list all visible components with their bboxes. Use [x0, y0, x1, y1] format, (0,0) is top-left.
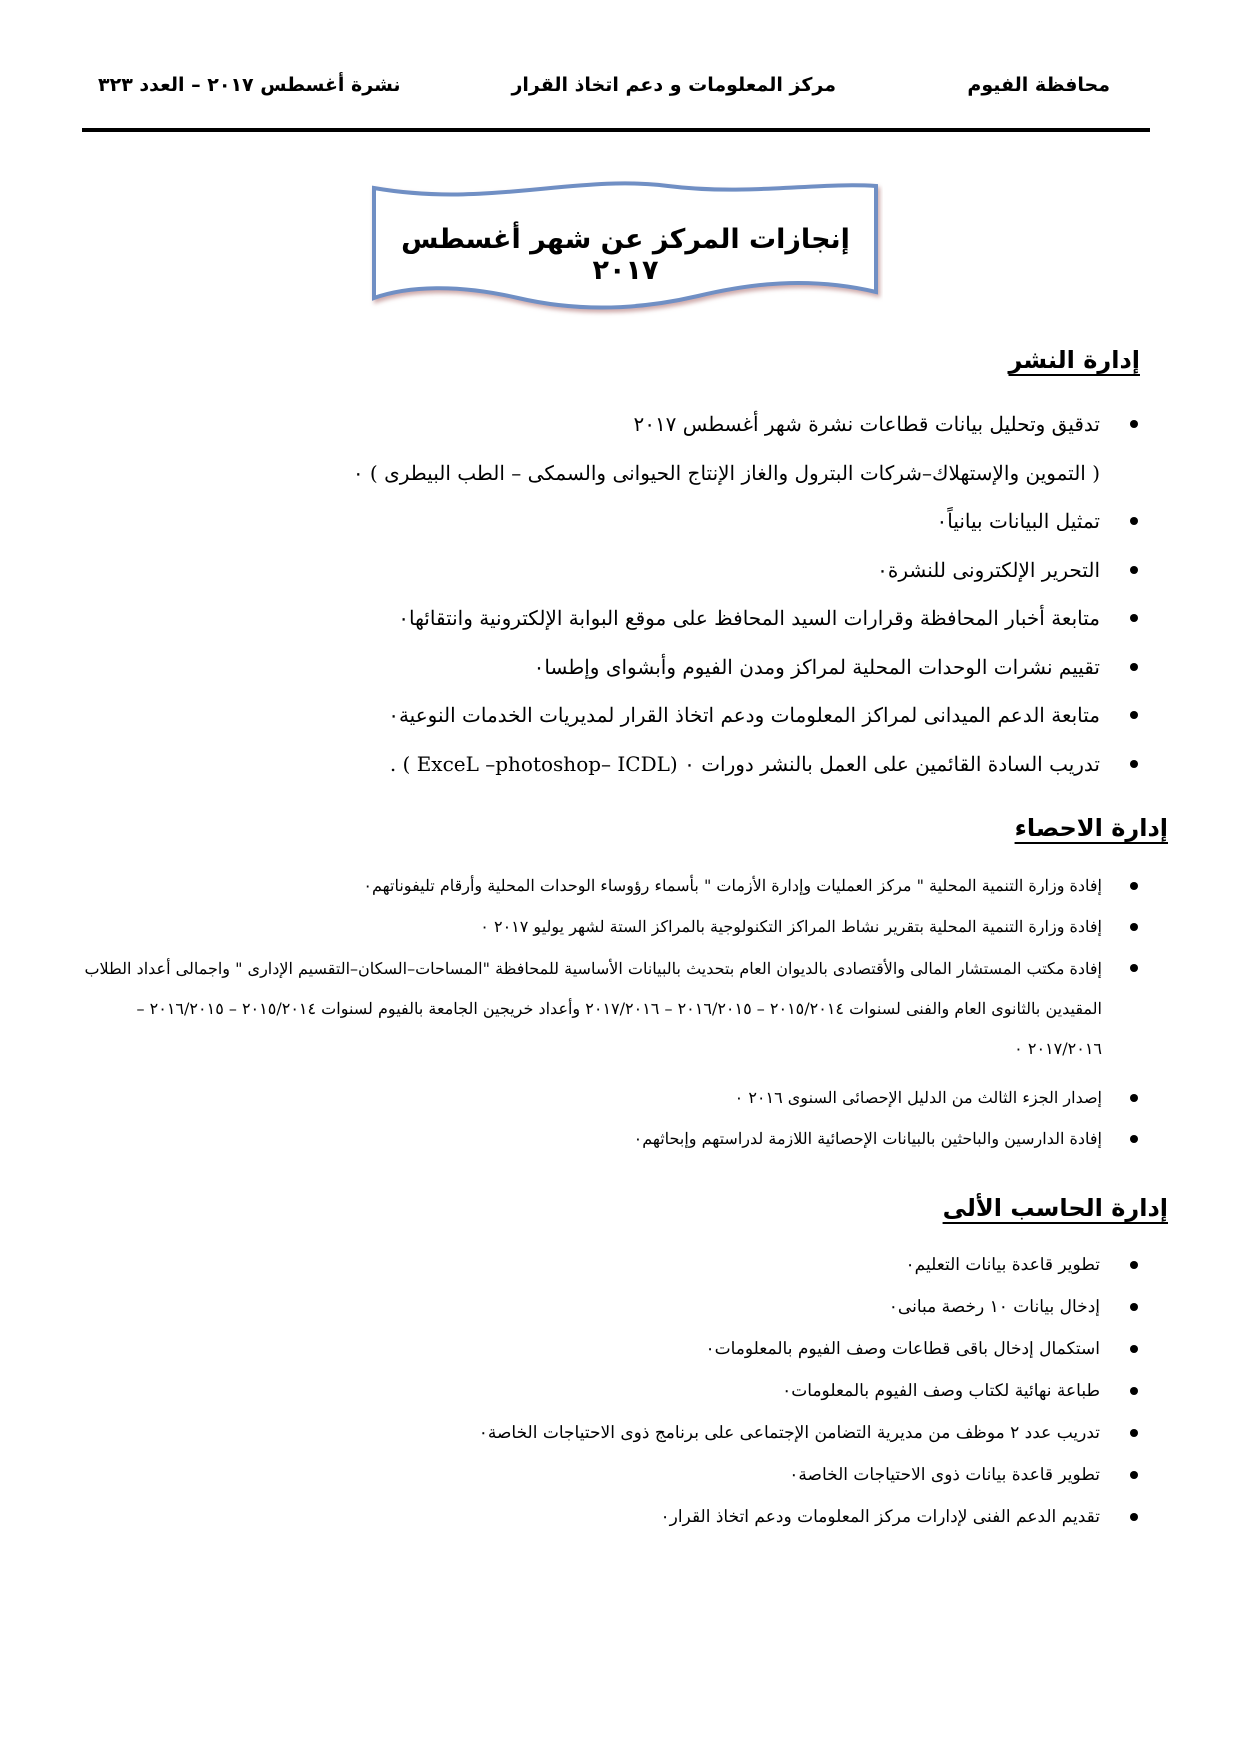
list-item: إفادة وزارة التنمية المحلية بتقرير نشاط المراكز التكنولوجية بالمراكز الستة لشهر يوليو ٢٠١٧ ٠	[62, 914, 1102, 939]
list-item: إفادة الدارسين والباحثين بالبيانات الإحصائية اللازمة لدراستهم وإبحاثهم٠	[62, 1126, 1102, 1151]
banner-title: إنجازات المركز عن شهر أغسطس ٢٠١٧	[401, 224, 850, 286]
list-item: تدقيق وتحليل بيانات قطاعات نشرة شهر أغسطس ٢٠١٧	[100, 408, 1100, 457]
computer-list	[200, 1253, 1100, 1547]
list-item: استكمال إدخال باقى قطاعات وصف الفيوم بالمعلومات٠	[200, 1337, 1100, 1379]
list-item: تطوير قاعدة بيانات التعليم٠	[200, 1253, 1100, 1295]
list-item: إصدار الجزء الثالث من الدليل الإحصائى السنوى ٢٠١٦ ٠	[62, 1085, 1102, 1110]
list-item: إفادة مكتب المستشار المالى والأقتصادى بالديوان العام بتحديث بالبيانات الأساسية للمحافظة "المساحات–السكان–التقسيم الإدارى " واجمالى أعداد الطلاب المقيدين بالثانوى العام والفنى لسنوات ٢٠١٥/٢٠١٤ – ٢٠١٦/٢٠١٥ – ٢٠١٧/٢٠١٦ وأعداد خريجين الجامعة بالفيوم لسنوات ٢٠١٥/٢٠١٤ – ٢٠١٦/٢٠١٥ – ٢٠١٧/٢٠١٦ ٠	[62, 949, 1102, 1069]
list-item: تدريب عدد ٢ موظف من مديرية التضامن الإجتماعى على برنامج ذوى الاحتياجات الخاصة٠	[200, 1421, 1100, 1463]
header-governorate: محافظة الفيوم	[967, 74, 1110, 96]
header-issue: نشرة أغسطس ٢٠١٧ – العدد ٣٢٣	[98, 74, 401, 96]
list-item: تمثيل البيانات بيانياً٠	[100, 505, 1100, 554]
list-item: متابعة أخبار المحافظة وقرارات السيد المحافظ على موقع البوابة الإلكترونية وانتقائها٠	[100, 602, 1100, 651]
statistics-list	[62, 873, 1102, 1167]
header-rule	[82, 128, 1150, 132]
list-item: تقييم نشرات الوحدات المحلية لمراكز ومدن الفيوم وأبشواى وإطسا٠	[100, 651, 1100, 700]
list-item: تقديم الدعم الفنى لإدارات مركز المعلومات ودعم اتخاذ القرار٠	[200, 1505, 1100, 1547]
list-item: متابعة الدعم الميدانى لمراكز المعلومات ودعم اتخاذ القرار لمديريات الخدمات النوعية٠	[100, 699, 1100, 748]
title-banner	[368, 180, 883, 318]
list-item: طباعة نهائية لكتاب وصف الفيوم بالمعلومات٠	[200, 1379, 1100, 1421]
header-center-name: مركز المعلومات و دعم اتخاذ القرار	[511, 74, 836, 96]
list-item: التحرير الإلكترونى للنشرة٠	[100, 554, 1100, 603]
list-item: إفادة وزارة التنمية المحلية " مركز العمليات وإدارة الأزمات " بأسماء رؤوساء الوحدات المحلية وأرقام تليفوناتهم٠	[62, 873, 1102, 898]
section-title-statistics: إدارة الاحصاء	[1014, 814, 1168, 842]
list-item: إدخال بيانات ١٠ رخصة مبانى٠	[200, 1295, 1100, 1337]
list-item-continuation: ( التموين والإستهلاك–شركات البترول والغاز الإنتاج الحيوانى والسمكى – الطب البيطرى ) ٠	[352, 460, 1100, 485]
list-item: تدريب السادة القائمين على العمل بالنشر دورات ٠ (ExceL –photoshop– ICDL ) .	[100, 748, 1100, 797]
section-title-publishing: إدارة النشر	[1008, 346, 1140, 374]
publishing-list	[100, 408, 1100, 796]
list-item: تطوير قاعدة بيانات ذوى الاحتياجات الخاصة٠	[200, 1463, 1100, 1505]
section-title-computer: إدارة الحاسب الألى	[942, 1194, 1168, 1222]
